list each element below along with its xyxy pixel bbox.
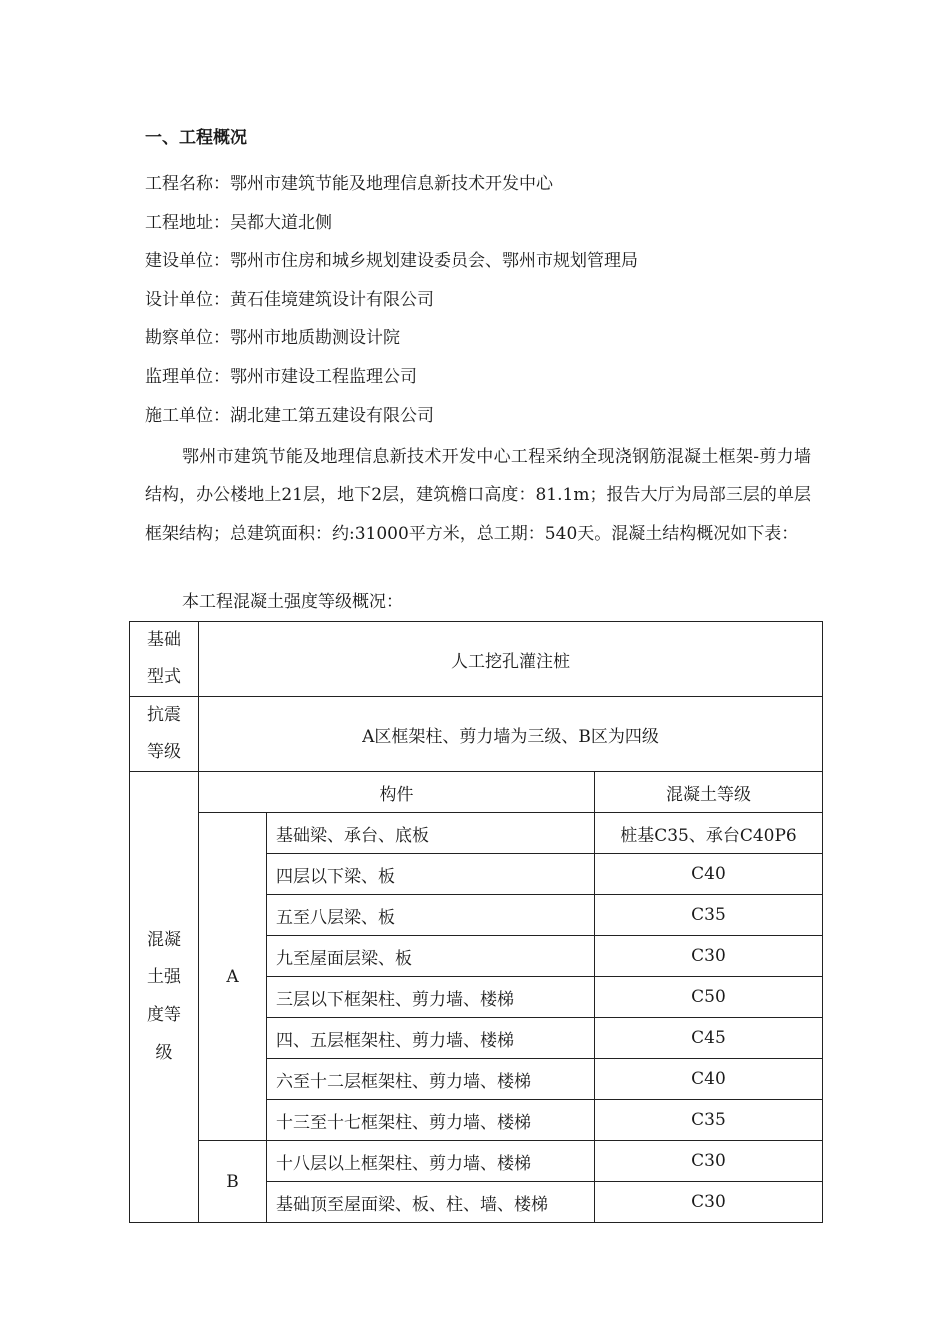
info-value: 湖北建工第五建设有限公司 xyxy=(230,405,434,426)
info-item-project-name xyxy=(145,169,638,208)
concrete-strength-table xyxy=(129,621,823,1223)
column-header-grade: 混凝土等级 xyxy=(595,772,823,813)
info-value: 吴都大道北侧 xyxy=(230,212,332,233)
foundation-label-cell: 基础 型式 xyxy=(130,622,199,697)
component-cell: 基础顶至屋面梁、板、柱、墙、楼梯 xyxy=(267,1182,595,1223)
component-cell: 基础梁、承台、底板 xyxy=(267,813,595,854)
table-row xyxy=(130,813,823,854)
component-cell: 十八层以上框架柱、剪力墙、楼梯 xyxy=(267,1141,595,1182)
grade-cell: C30 xyxy=(595,1182,823,1223)
grade-cell: C35 xyxy=(595,895,823,936)
table-row xyxy=(130,1141,823,1182)
table-caption: 本工程混凝土强度等级概况： xyxy=(182,592,403,612)
seismic-label-cell: 抗震 等级 xyxy=(130,697,199,772)
column-header-component: 构件 xyxy=(199,772,595,813)
zone-b-cell: B xyxy=(199,1141,267,1223)
strength-label-cell: 混凝 土强 度等 级 xyxy=(130,772,199,1223)
grade-cell: C40 xyxy=(595,1059,823,1100)
info-separator: ： xyxy=(213,328,230,349)
info-label: 监理单位 xyxy=(145,366,213,387)
info-value: 鄂州市住房和城乡规划建设委员会、鄂州市规划管理局 xyxy=(230,251,638,272)
grade-cell: C30 xyxy=(595,1141,823,1182)
info-item-surveyor xyxy=(145,323,638,362)
zone-a-cell: A xyxy=(199,813,267,1141)
info-label: 建设单位 xyxy=(145,251,213,272)
info-item-project-address xyxy=(145,208,638,247)
table-row-seismic xyxy=(130,697,823,772)
component-cell: 九至屋面层梁、板 xyxy=(267,936,595,977)
component-cell: 四、五层框架柱、剪力墙、楼梯 xyxy=(267,1018,595,1059)
info-separator: ： xyxy=(213,366,230,387)
info-separator: ： xyxy=(213,405,230,426)
grade-cell: C35 xyxy=(595,1100,823,1141)
info-label: 工程名称 xyxy=(145,174,213,194)
info-item-contractor xyxy=(145,401,638,440)
grade-cell: C30 xyxy=(595,936,823,977)
grade-cell: C40 xyxy=(595,854,823,895)
grade-cell: 桩基C35、承台C40P6 xyxy=(595,813,823,854)
component-cell: 三层以下框架柱、剪力墙、楼梯 xyxy=(267,977,595,1018)
component-cell: 四层以下梁、板 xyxy=(267,854,595,895)
info-value: 黄石佳境建筑设计有限公司 xyxy=(230,289,434,310)
info-value: 鄂州市建筑节能及地理信息新技术开发中心 xyxy=(230,174,553,194)
info-value: 鄂州市建设工程监理公司 xyxy=(230,366,417,387)
info-separator: ： xyxy=(213,212,230,233)
info-label: 施工单位 xyxy=(145,405,213,426)
component-cell: 六至十二层框架柱、剪力墙、楼梯 xyxy=(267,1059,595,1100)
info-label: 工程地址 xyxy=(145,212,213,233)
table-header-row xyxy=(130,772,823,813)
component-cell: 五至八层梁、板 xyxy=(267,895,595,936)
info-separator: ： xyxy=(213,174,230,194)
info-item-designer xyxy=(145,285,638,324)
foundation-value-cell: 人工挖孔灌注桩 xyxy=(199,622,823,697)
structure-description-paragraph: 鄂州市建筑节能及地理信息新技术开发中心工程采纳全现浇钢筋混凝土框架-剪力墙结构，办公楼地上21层，地下2层，建筑檐口高度：81.1m；报告大厅为局部三层的单层框架结构；总建筑面积：约:31000平方米，总工期：540天。混凝土结构概况如下表： xyxy=(145,447,811,544)
info-label: 设计单位 xyxy=(145,289,213,310)
section-heading: 一、工程概况 xyxy=(145,128,247,148)
component-cell: 十三至十七框架柱、剪力墙、楼梯 xyxy=(267,1100,595,1141)
project-info-list xyxy=(145,169,638,439)
info-label: 勘察单位 xyxy=(145,328,213,349)
info-item-owner xyxy=(145,246,638,285)
seismic-value-cell: A区框架柱、剪力墙为三级、B区为四级 xyxy=(199,697,823,772)
info-value: 鄂州市地质勘测设计院 xyxy=(230,328,400,349)
table-row-foundation xyxy=(130,622,823,697)
grade-cell: C50 xyxy=(595,977,823,1018)
info-item-supervisor xyxy=(145,362,638,401)
grade-cell: C45 xyxy=(595,1018,823,1059)
info-separator: ： xyxy=(213,289,230,310)
info-separator: ： xyxy=(213,251,230,272)
